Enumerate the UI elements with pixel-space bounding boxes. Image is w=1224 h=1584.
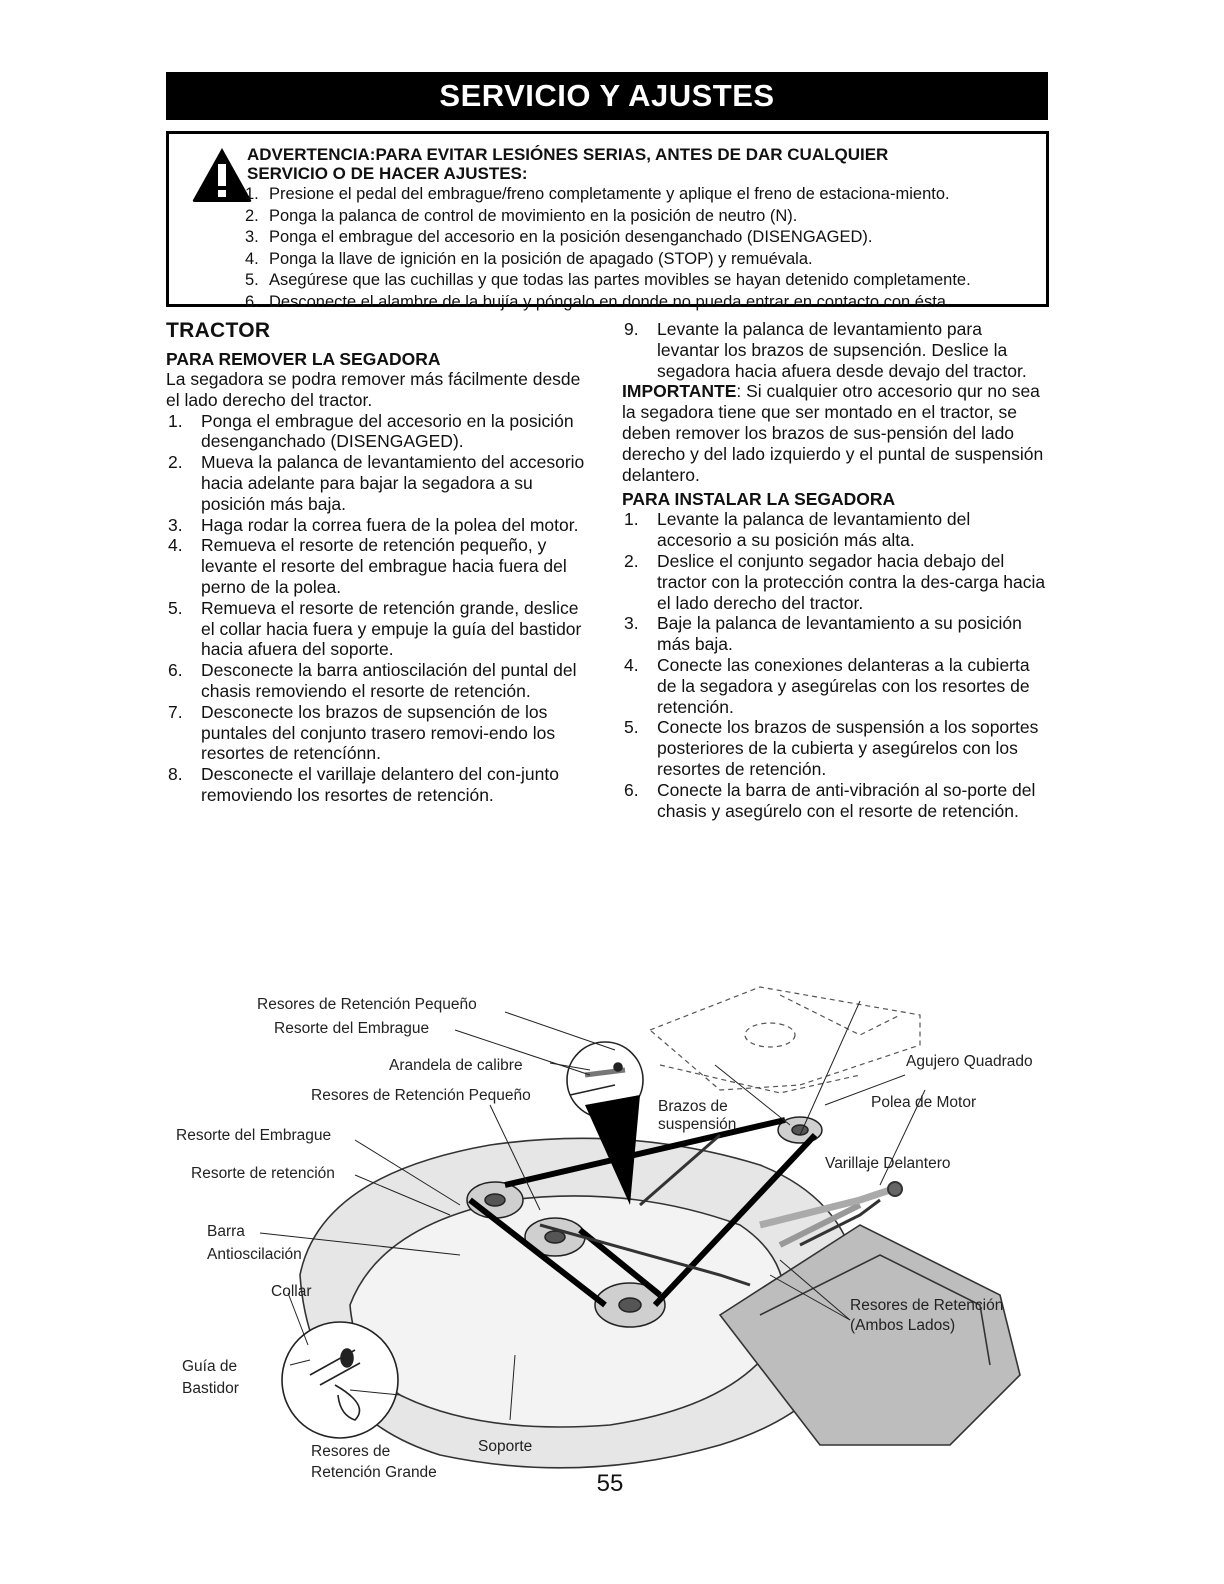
list-item: 2. Deslice el conjunto segador hacia debajo del tractor con la protección contra la des-carga hacia el lado derecho del tractor.	[624, 550, 1046, 613]
list-item: 3. Baje la palanca de levantamiento a su posición más baja.	[624, 613, 1022, 655]
install-steps-list	[622, 509, 1047, 821]
label-clutch-spring-1: Resorte del Embrague	[274, 1020, 430, 1037]
list-item: 1. Presione el pedal del embrague/freno completamente y aplique el freno de estaciona-miento.	[245, 185, 950, 203]
install-mower-heading: PARA INSTALAR LA SEGADORA	[622, 489, 896, 510]
label-clutch-spring-2: Resorte del Embrague	[176, 1127, 332, 1144]
list-item: 1. Levante la palanca de levantamiento del accesorio a su posición más alta.	[624, 509, 971, 551]
label-washer: Arandela de calibre	[389, 1057, 523, 1074]
list-item: 6. Desconecte la barra antioscilación del puntal del chasis removiendo el resorte de retención.	[168, 660, 577, 701]
label-square-hole: Agujero Quadrado	[906, 1053, 1033, 1070]
warning-heading-line-2: SERVICIO O DE HACER AJUSTES:	[247, 164, 528, 183]
label-small-spring-2: Resores de Retención Pequeño	[311, 1087, 531, 1104]
list-item: 7. Desconecte los brazos de supsención de los puntales del conjunto trasero removi-endo los resortes de retencíónn.	[168, 701, 556, 764]
remove-steps-list	[166, 411, 596, 806]
important-text: : Si cualquier otro accesorio qur no sea la segadora tiene que ser montado en el tractor, se deben remover los brazos de sus-pensión del lado derecho y del lado izquierdo y el puntal de suspensión delantero.	[622, 381, 1044, 485]
list-item: 1. Ponga el embrague del accesorio en la posición desenganchado (DISENGAGED).	[168, 410, 574, 452]
list-item: 8. Desconecte el varillaje delantero del con-junto removiendo los resortes de retención.	[168, 764, 559, 805]
list-item: 6. Conecte la barra de anti-vibración al so-porte del chasis y asegúrelo con el resorte de retención.	[624, 779, 1036, 821]
label-bracket: Soporte	[478, 1438, 533, 1455]
warning-triangle-icon	[191, 146, 253, 204]
label-both-sides-line-2: (Ambos Lados)	[850, 1317, 956, 1334]
section-title-banner: SERVICIO Y AJUSTES	[166, 72, 1048, 120]
list-item: 6. Desconecte el alambre de la bujía y póngalo en donde no pueda entrar en contacto con ésta.	[245, 292, 951, 311]
collar-detail-inset	[282, 1322, 398, 1438]
label-arms-line-1: Brazos de	[658, 1098, 728, 1115]
list-item: 4. Conecte las conexiones delanteras a la cubierta de la segadora y asegúrelas con los resortes de retención.	[624, 654, 1030, 717]
label-front-linkage: Varillaje Delantero	[825, 1155, 951, 1172]
remove-mower-heading: PARA REMOVER LA SEGADORA	[166, 349, 441, 369]
label-collar: Collar	[271, 1283, 312, 1300]
tractor-frame-outline	[650, 987, 920, 1093]
list-item: 5. Conecte los brazos de suspensión a los soportes posteriores de la cubierta y asegúrelos con los resortes de retención.	[624, 717, 1039, 779]
left-column	[166, 319, 596, 806]
warning-box	[166, 131, 1049, 311]
list-item: 5. Asegúrese que las cuchillas y que todas las partes movibles se hayan detenido completamente.	[245, 271, 971, 289]
label-bar-line-1: Barra	[207, 1223, 245, 1240]
warning-list	[245, 185, 1035, 314]
label-large-spring-line-2: Retención Grande	[311, 1464, 437, 1481]
list-item: 2. Ponga la palanca de control de movimiento en la posición de neutro (N).	[245, 206, 798, 225]
list-item: 4. Ponga la llave de ignición en la posición de apagado (STOP) y remuévala.	[245, 249, 813, 268]
warning-heading-line-1: ADVERTENCIA:PARA EVITAR LESIÓNES SERIAS, ANTES DE DAR CUALQUIER	[247, 145, 889, 164]
important-label: IMPORTANTE	[622, 381, 737, 402]
mower-deck-diagram	[160, 975, 1060, 1500]
label-engine-pulley: Polea de Motor	[871, 1094, 977, 1111]
label-both-sides-line-1: Resores de Retención	[850, 1297, 1004, 1314]
list-item: 5. Remueva el resorte de retención grande, deslice el collar hacia fuera y empuje la guía del bastidor hacia afuera del soporte.	[168, 597, 582, 660]
tractor-heading: TRACTOR	[166, 319, 271, 342]
important-note	[622, 381, 1047, 485]
list-item: 3. Ponga el embrague del accesorio en la posición desenganchado (DISENGAGED).	[245, 228, 873, 246]
list-item: 3. Haga rodar la correa fuera de la polea del motor.	[168, 514, 579, 535]
list-item: 2. Mueva la palanca de levantamiento del accesorio hacia adelante para bajar la segadora a su posición más baja.	[168, 452, 585, 514]
list-item: 9. Levante la palanca de levantamiento para levantar los brazos de supsención. Deslice la segadora hacia afuera desde devajo del tractor.	[624, 319, 1027, 381]
label-bar-line-2: Antioscilación	[207, 1246, 302, 1263]
label-frame-guide-line-1: Guía de	[182, 1358, 238, 1375]
label-arms-line-2: suspensión	[658, 1116, 737, 1133]
page-number: 55	[596, 1470, 624, 1497]
label-frame-guide-line-2: Bastidor	[182, 1380, 239, 1397]
label-large-spring-line-1: Resores de	[311, 1443, 391, 1460]
remove-intro: La segadora se podra remover más fácilmente desde el lado derecho del tractor.	[166, 369, 581, 410]
label-retention-spring: Resorte de retención	[191, 1165, 335, 1182]
label-small-spring-1: Resores de Retención Pequeño	[257, 996, 477, 1013]
warning-heading	[247, 145, 1037, 183]
list-item: 4. Remueva el resorte de retención pequeño, y levante el resorte del embrague hacia fuera del perno de la polea.	[168, 535, 567, 597]
remove-steps-continued	[622, 319, 1047, 381]
right-column	[622, 319, 1047, 821]
